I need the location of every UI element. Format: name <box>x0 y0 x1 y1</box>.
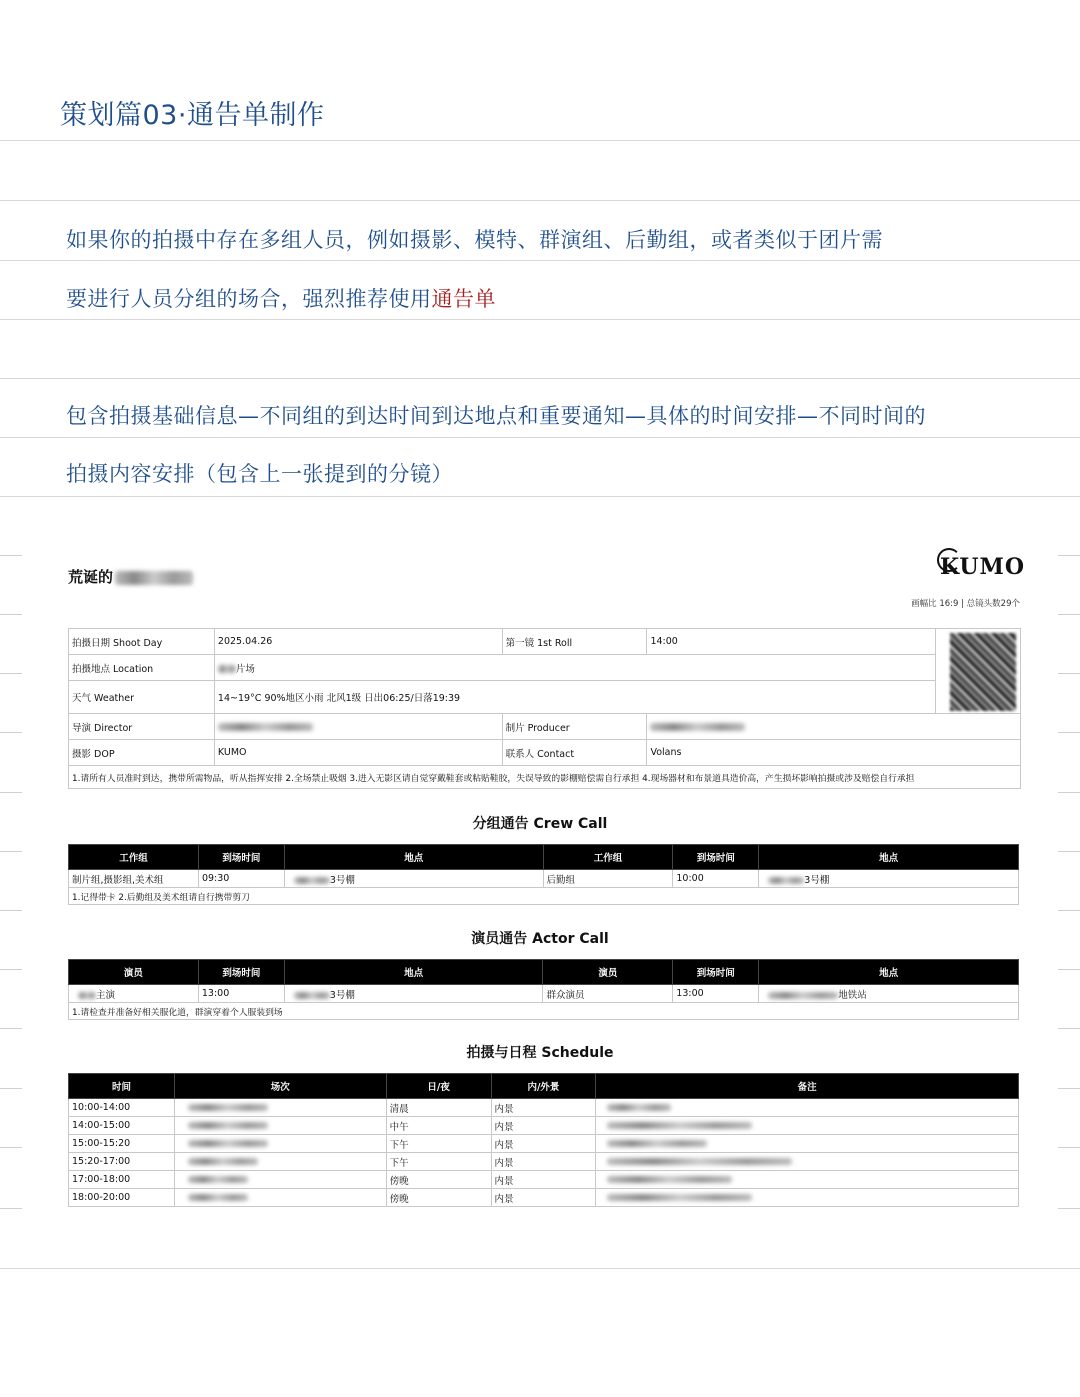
crew-place-1 <box>284 870 543 888</box>
schedule-scene: 内景 <box>491 1099 596 1117</box>
margin-tick <box>0 555 22 556</box>
margin-tick <box>1058 792 1080 793</box>
margin-tick <box>0 732 22 733</box>
crew-group-1: 制片组,摄影组,美术组 <box>69 870 199 888</box>
schedule-note <box>596 1135 1019 1153</box>
schedule-header: 日/夜 <box>386 1074 491 1099</box>
redacted-text <box>115 571 193 585</box>
crew-header: 到场时间 <box>198 845 284 870</box>
contents-line-2: 拍摄内容安排（包含上一张提到的分镜） <box>66 462 453 486</box>
crew-header: 地点 <box>284 845 543 870</box>
schedule-table <box>68 1073 1019 1207</box>
redacted-text <box>607 1104 671 1111</box>
margin-tick <box>0 1088 22 1089</box>
contents-line-1: 包含拍摄基础信息—不同组的到达时间到达地点和重要通知—具体的时间安排—不同时间的 <box>66 404 926 428</box>
crew-note: 1.记得带卡 2.后勤组及美术组请自行携带剪刀 <box>69 888 1019 905</box>
contact-label: 联系人 Contact <box>502 740 647 766</box>
doc-title <box>68 566 193 587</box>
table-row <box>69 1171 1019 1189</box>
schedule-shot <box>174 1117 386 1135</box>
producer-value <box>647 714 1021 740</box>
weather-value: 14~19°C 90%地区小雨 北风1级 日出06:25/日落19:39 <box>214 681 935 714</box>
redacted-text <box>188 1194 248 1201</box>
crew-place-1-text: 3号棚 <box>329 874 355 886</box>
table-row <box>69 1099 1019 1117</box>
margin-tick <box>1058 969 1080 970</box>
crew-call-table <box>68 844 1019 905</box>
crew-header: 地点 <box>759 845 1019 870</box>
doc-title-text: 荒诞的 <box>68 568 114 586</box>
redacted-text <box>294 992 330 999</box>
rule-line <box>0 200 1080 201</box>
margin-tick <box>1058 1088 1080 1089</box>
director-value <box>214 714 502 740</box>
redacted-text <box>188 1104 268 1111</box>
doc-meta: 画幅比 16:9 | 总镜头数29个 <box>911 599 1020 609</box>
schedule-time: 18:00-20:00 <box>69 1189 175 1207</box>
logo-text: KUMO <box>940 554 1026 580</box>
margin-tick <box>0 1028 22 1029</box>
margin-tick <box>0 969 22 970</box>
schedule-scene: 内景 <box>491 1117 596 1135</box>
schedule-header: 场次 <box>174 1074 386 1099</box>
redacted-text <box>218 723 313 731</box>
margin-tick <box>0 851 22 852</box>
schedule-day: 清晨 <box>386 1099 491 1117</box>
table-row <box>69 1153 1019 1171</box>
crew-header: 工作组 <box>543 845 673 870</box>
schedule-note <box>596 1117 1019 1135</box>
intro-line-2 <box>66 283 496 313</box>
redacted-text <box>78 992 96 999</box>
rule-line <box>0 378 1080 379</box>
schedule-title: 拍摄与日程 Schedule <box>466 1045 614 1061</box>
weather-label: 天气 Weather <box>69 681 215 714</box>
margin-tick <box>0 614 22 615</box>
actor-time-2: 13:00 <box>673 985 759 1003</box>
rule-line <box>0 319 1080 320</box>
margin-tick <box>1058 1208 1080 1209</box>
actor-place-2 <box>759 985 1019 1003</box>
schedule-shot <box>174 1171 386 1189</box>
margin-tick <box>1058 1028 1080 1029</box>
redacted-text <box>650 723 745 731</box>
margin-tick <box>0 1208 22 1209</box>
info-table <box>68 628 1021 789</box>
info-notes: 1.请所有人员准时到达，携带所需物品，听从指挥安排 2.全场禁止吸烟 3.进入无影区请自觉穿戴鞋套或粘贴鞋胶，失误导致的影棚赔偿需自行承担 4.现场器材和布景道具造价高，产生损坏影响拍摄或涉及赔偿自行承担 <box>69 766 1021 789</box>
schedule-time: 10:00-14:00 <box>69 1099 175 1117</box>
actor-place-2-text: 地铁站 <box>838 989 867 1001</box>
schedule-day: 下午 <box>386 1153 491 1171</box>
redacted-text <box>607 1158 792 1165</box>
redacted-text <box>188 1140 268 1147</box>
crew-time-1: 09:30 <box>198 870 284 888</box>
actor-header: 到场时间 <box>198 960 284 985</box>
redacted-text <box>607 1122 752 1129</box>
rule-line <box>0 260 1080 261</box>
crew-call-title: 分组通告 Crew Call <box>472 816 608 832</box>
margin-tick <box>1058 732 1080 733</box>
schedule-time: 15:20-17:00 <box>69 1153 175 1171</box>
redacted-text <box>188 1122 268 1129</box>
actor-header: 演员 <box>543 960 673 985</box>
actor-place-1 <box>284 985 543 1003</box>
schedule-day: 傍晚 <box>386 1189 491 1207</box>
first-roll-value: 14:00 <box>647 629 936 655</box>
table-row <box>69 1117 1019 1135</box>
actor-place-1-text: 3号棚 <box>329 989 355 1001</box>
schedule-time: 14:00-15:00 <box>69 1117 175 1135</box>
schedule-time: 15:00-15:20 <box>69 1135 175 1153</box>
margin-tick <box>1058 1147 1080 1148</box>
kumo-logo <box>935 550 1026 586</box>
director-label: 导演 Director <box>69 714 215 740</box>
table-row <box>69 1135 1019 1153</box>
actor-call-table <box>68 959 1019 1020</box>
schedule-header: 内/外景 <box>491 1074 596 1099</box>
schedule-day: 傍晚 <box>386 1171 491 1189</box>
margin-tick <box>0 910 22 911</box>
schedule-day: 下午 <box>386 1135 491 1153</box>
redacted-text <box>607 1140 707 1147</box>
actor-time-1: 13:00 <box>198 985 284 1003</box>
margin-tick <box>1058 555 1080 556</box>
margin-tick <box>0 792 22 793</box>
redacted-text <box>768 992 838 999</box>
actor-name-1 <box>69 985 199 1003</box>
crew-header: 工作组 <box>69 845 199 870</box>
rule-line <box>0 1268 1080 1269</box>
redacted-text <box>294 877 330 884</box>
crew-time-2: 10:00 <box>673 870 759 888</box>
dop-label: 摄影 DOP <box>69 740 215 766</box>
actor-note: 1.请检查并准备好相关服化道，群演穿着个人服装到场 <box>69 1003 1019 1020</box>
margin-tick <box>0 1147 22 1148</box>
schedule-scene: 内景 <box>491 1135 596 1153</box>
margin-tick <box>0 673 22 674</box>
rule-line <box>0 140 1080 141</box>
intro-line-1: 如果你的拍摄中存在多组人员，例如摄影、模特、群演组、后勤组，或者类似于团片需 <box>66 228 883 252</box>
table-row <box>69 1189 1019 1207</box>
dop-value: KUMO <box>214 740 502 766</box>
first-roll-label: 第一镜 1st Roll <box>502 629 647 655</box>
actor-call-title: 演员通告 Actor Call <box>471 931 609 947</box>
margin-tick <box>1058 851 1080 852</box>
actor-name-2: 群众演员 <box>543 985 673 1003</box>
location-text: 片场 <box>235 663 255 675</box>
schedule-shot <box>174 1189 386 1207</box>
redacted-text <box>218 665 236 673</box>
margin-tick <box>1058 673 1080 674</box>
actor-header: 到场时间 <box>673 960 759 985</box>
qr-code-image <box>950 633 1016 711</box>
redacted-text <box>607 1194 752 1201</box>
rule-line <box>0 496 1080 497</box>
redacted-text <box>768 877 804 884</box>
crew-header: 到场时间 <box>673 845 759 870</box>
schedule-header: 时间 <box>69 1074 175 1099</box>
schedule-shot <box>174 1099 386 1117</box>
schedule-note <box>596 1099 1019 1117</box>
location-value <box>214 655 935 681</box>
schedule-scene: 内景 <box>491 1171 596 1189</box>
crew-place-2-text: 3号棚 <box>804 874 830 886</box>
actor-header: 地点 <box>759 960 1019 985</box>
highlight-term: 通告单 <box>431 287 496 311</box>
redacted-text <box>188 1158 258 1165</box>
location-label: 拍摄地点 Location <box>69 655 215 681</box>
shoot-day-label: 拍摄日期 Shoot Day <box>69 629 215 655</box>
schedule-shot <box>174 1153 386 1171</box>
schedule-scene: 内景 <box>491 1189 596 1207</box>
schedule-shot <box>174 1135 386 1153</box>
actor-header: 演员 <box>69 960 199 985</box>
schedule-time: 17:00-18:00 <box>69 1171 175 1189</box>
producer-label: 制片 Producer <box>502 714 647 740</box>
actor-name-1-text: 主演 <box>96 989 116 1001</box>
crew-group-2: 后勤组 <box>543 870 673 888</box>
intro-line-2-text: 要进行人员分组的场合，强烈推荐使用 <box>66 287 432 311</box>
schedule-day: 中午 <box>386 1117 491 1135</box>
schedule-scene: 内景 <box>491 1153 596 1171</box>
crew-place-2 <box>759 870 1019 888</box>
rule-line <box>0 437 1080 438</box>
schedule-note <box>596 1153 1019 1171</box>
shoot-day-value: 2025.04.26 <box>214 629 502 655</box>
schedule-note <box>596 1171 1019 1189</box>
redacted-text <box>607 1176 732 1183</box>
page-title: 策划篇03·通告单制作 <box>60 100 325 131</box>
schedule-note <box>596 1189 1019 1207</box>
margin-tick <box>1058 910 1080 911</box>
actor-header: 地点 <box>284 960 543 985</box>
margin-tick <box>1058 614 1080 615</box>
contact-value: Volans <box>647 740 1021 766</box>
redacted-text <box>188 1176 248 1183</box>
schedule-header: 备注 <box>596 1074 1019 1099</box>
